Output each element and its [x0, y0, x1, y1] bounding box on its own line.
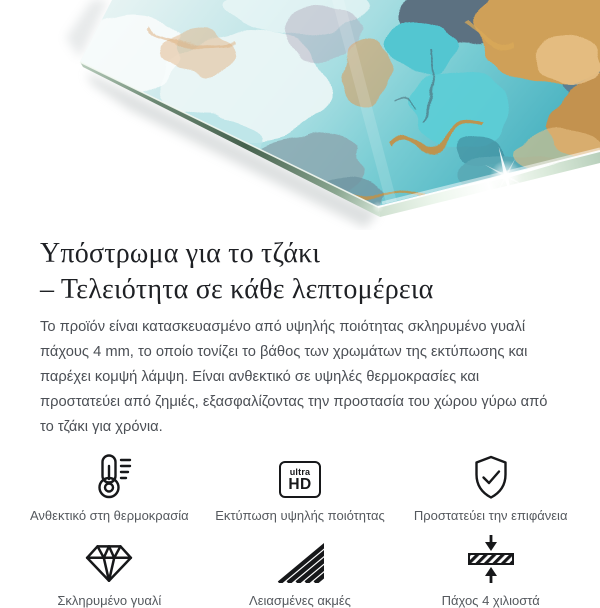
product-description-section: [0, 230, 600, 440]
feature-temperature: [14, 446, 205, 523]
polished-edges-icon: [274, 537, 326, 585]
feature-label: Προστατεύει την επιφάνεια: [413, 508, 568, 524]
glass-panel-render: [0, 0, 600, 230]
thermometer-icon: [85, 452, 133, 500]
ultra-hd-icon-text-big: HD: [288, 475, 312, 493]
feature-tempered-glass: [14, 531, 205, 608]
feature-grid: [14, 446, 586, 608]
shield-check-icon: [467, 452, 515, 500]
title-line-2: – Τελειότητα σε κάθε λεπτομέρεια: [40, 273, 434, 305]
page-title: [40, 236, 560, 307]
product-image: [0, 0, 600, 230]
feature-polished-edges: [205, 531, 396, 608]
diamond-icon: [84, 537, 134, 585]
thickness-icon: [463, 537, 519, 585]
ultra-hd-icon: [279, 452, 321, 500]
ultra-hd-icon-text-small: ultra: [289, 466, 311, 477]
feature-label: Λειασμένες ακμές: [249, 593, 351, 608]
feature-label: Πάχος 4 χιλιοστά: [441, 593, 540, 608]
feature-thickness: [395, 531, 586, 608]
feature-surface-protection: [395, 446, 586, 523]
feature-label: Σκληρυμένο γυαλί: [57, 593, 162, 608]
feature-label: Εκτύπωση υψηλής ποιότητας: [215, 508, 385, 524]
feature-label: Ανθεκτικό στη θερμοκρασία: [30, 508, 189, 524]
title-line-1: Υπόστρωμα για το τζάκι: [40, 238, 321, 269]
product-description-text: Το προϊόν είναι κατασκευασμένο από υψηλής ποιότητας σκληρυμένο γυαλί πάχους 4 mm, το οποίο τονίζει το βάθος των χρωμάτων της εκτύπωσης και παρέχει κομψή λάμψη. Είναι ανθεκτικό σε υψηλές θερμοκρασίες και προστατεύει από ζημιές, εξασφαλίζοντας την προστασία του χώρου γύρω από το τζάκι για χρόνια.: [40, 319, 548, 436]
feature-print-quality: [205, 446, 396, 523]
